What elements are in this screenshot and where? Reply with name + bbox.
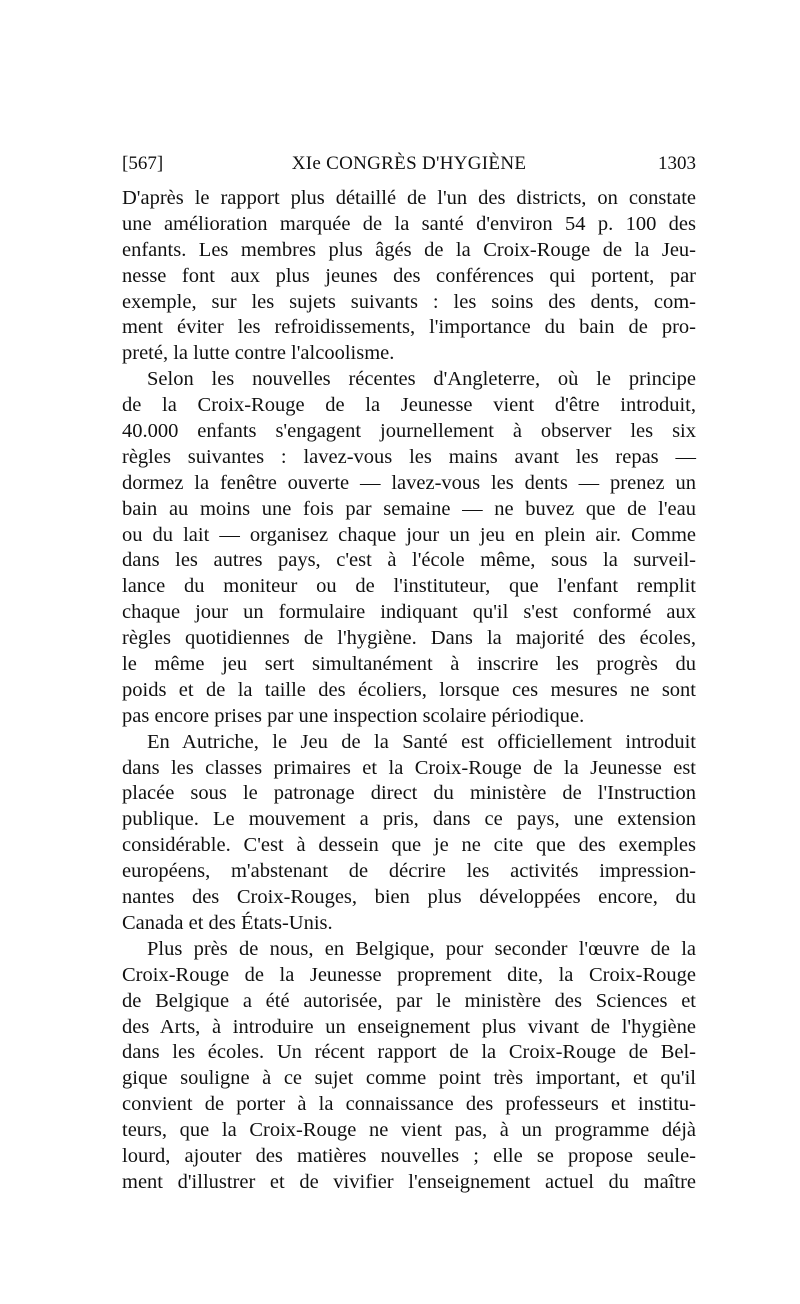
text-line: dans les écoles. Un récent rapport de la Croix-Rouge de Bel-: [122, 1041, 696, 1064]
text-line: ment d'illustrer et de vivifier l'enseignement actuel du maître: [122, 1170, 696, 1193]
text-line: de la Croix-Rouge de la Jeunesse vient d'être introduit,: [122, 394, 696, 417]
text-line: 40.000 enfants s'engagent journellement à observer les six: [122, 420, 696, 443]
text-line: une amélioration marquée de la santé d'environ 54 p. 100 des: [122, 212, 696, 235]
text-line: le même jeu sert simultanément à inscrire les progrès du: [122, 653, 696, 676]
text-line: Canada et des États-Unis.: [122, 911, 333, 934]
paragraph-first-line: Plus près de nous, en Belgique, pour seconder l'œuvre de la: [147, 937, 696, 960]
text-line: pas encore prises par une inspection scolaire périodique.: [122, 704, 585, 727]
text-line: nantes des Croix-Rouges, bien plus développées encore, du: [122, 886, 696, 909]
text-line: teurs, que la Croix-Rouge ne vient pas, à un programme déjà: [122, 1119, 696, 1142]
text-line: D'après le rapport plus détaillé de l'un des districts, on constate: [122, 187, 696, 209]
text-line: ou du lait — organisez chaque jour un jeu en plein air. Comme: [122, 523, 696, 546]
text-line: lance du moniteur ou de l'instituteur, que l'enfant remplit: [122, 575, 696, 598]
paragraph-first-line: Selon les nouvelles récentes d'Angleterre, où le principe: [147, 368, 696, 391]
text-line: règles suivantes : lavez-vous les mains avant les repas —: [122, 445, 696, 468]
text-line: dans les classes primaires et la Croix-Rouge de la Jeunesse est: [122, 756, 696, 779]
page-number: 1303: [658, 153, 696, 174]
text-line: européens, m'abstenant de décrire les activités impression-: [122, 860, 696, 883]
text-line: Croix-Rouge de la Jeunesse proprement dite, la Croix-Rouge: [122, 963, 696, 986]
text-line: publique. Le mouvement a pris, dans ce pays, une extension: [122, 808, 696, 831]
text-line: bain au moins une fois par semaine — ne buvez que de l'eau: [122, 497, 696, 520]
paragraph-first-line: En Autriche, le Jeu de la Santé est officiellement introduit: [147, 730, 696, 753]
text-line: considérable. C'est à dessein que je ne cite que des exemples: [122, 834, 696, 857]
text-line: enfants. Les membres plus âgés de la Croix-Rouge de la Jeu-: [122, 238, 696, 261]
body-text: [122, 186, 696, 1196]
page-reference: [567]: [122, 153, 164, 174]
text-line: nesse font aux plus jeunes des conférences qui portent, par: [122, 264, 696, 287]
text-line: poids et de la taille des écoliers, lorsque ces mesures ne sont: [122, 678, 696, 701]
text-line: gique souligne à ce sujet comme point très important, et qu'il: [122, 1067, 696, 1090]
running-head: [122, 152, 696, 176]
text-line: exemple, sur les sujets suivants : les soins des dents, com-: [122, 290, 696, 313]
text-line: dormez la fenêtre ouverte — lavez-vous les dents — prenez un: [122, 471, 696, 494]
text-line: chaque jour un formulaire indiquant qu'il s'est conformé aux: [122, 601, 696, 624]
text-line: preté, la lutte contre l'alcoolisme.: [122, 342, 395, 365]
text-line: de Belgique a été autorisée, par le ministère des Sciences et: [122, 989, 696, 1012]
text-line: des Arts, à introduire un enseignement plus vivant de l'hygiène: [122, 1015, 696, 1038]
text-line: convient de porter à la connaissance des professeurs et institu-: [122, 1093, 696, 1116]
text-line: règles quotidiennes de l'hygiène. Dans la majorité des écoles,: [122, 627, 696, 650]
text-line: lourd, ajouter des matières nouvelles ; elle se propose seule-: [122, 1144, 696, 1167]
text-line: dans les autres pays, c'est à l'école même, sous la surveil-: [122, 549, 696, 572]
text-line: placée sous le patronage direct du ministère de l'Instruction: [122, 782, 696, 805]
running-title: XIe CONGRÈS D'HYGIÈNE: [291, 153, 527, 174]
text-line: ment éviter les refroidissements, l'importance du bain de pro-: [122, 316, 696, 339]
